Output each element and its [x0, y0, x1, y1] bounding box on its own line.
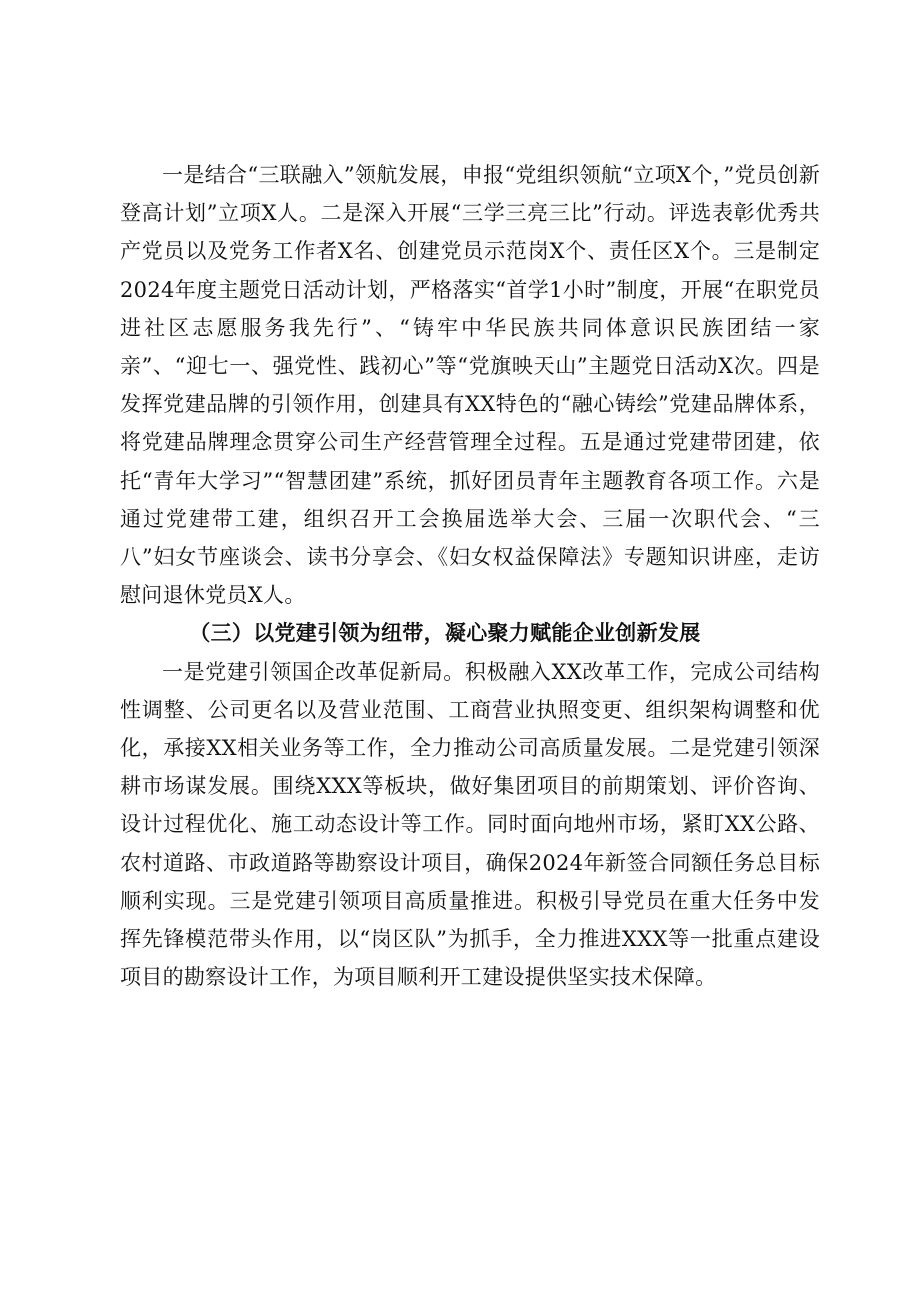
body-paragraph-2: 一是党建引领国企改革促新局。积极融入XX改革工作，完成公司结构性调整、公司更名以及营业范围、工商营业执照变更、组织架构调整和优化，承接XX相关业务等工作，全力推动公司高质量发展。二是党建引领深耕市场谋发展。围绕XXX等板块，做好集团项目的前期策划、评价咨询、设计过程优化、施工动态设计等工作。同时面向地州市场，紧盯XX公路、农村道路、市政道路等勘察设计项目，确保2024年新签合同额任务总目标顺利实现。三是党建引领项目高质量推进。积极引导党员在重大任务中发挥先锋模范带头作用，以“岗区队”为抓手，全力推进XXX等一批重点建设项目的勘察设计工作，为项目顺利开工建设提供坚实技术保障。 — [120, 659, 820, 990]
section-heading: （三）以党建引领为纽带，凝心聚力赋能企业创新发展 — [189, 620, 701, 646]
body-paragraph-1: 一是结合“三联融入”领航发展，申报“党组织领航“立项X个，”党员创新登高计划”立项X人。二是深入开展“三学三亮三比”行动。评选表彰优秀共产党员以及党务工作者X名、创建党员示范岗X个、责任区X个。三是制定2024年度主题党日活动计划，严格落实“首学1小时”制度，开展“在职党员进社区志愿服务我先行”、“铸牢中华民族共同体意识民族团结一家亲”、“迎七一、强党性、践初心”等“党旗映天山”主题党日活动X次。四是发挥党建品牌的引领作用，创建具有XX特色的“融心铸绘”党建品牌体系，将党建品牌理念贯穿公司生产经营管理全过程。五是通过党建带团建，依托“青年大学习”“智慧团建”系统，抓好团员青年主题教育各项工作。六是通过党建带工建，组织召开工会换届选举大会、三届一次职代会、“三八”妇女节座谈会、读书分享会、《妇女权益保障法》专题知识讲座，走访慰问退休党员X人。 — [120, 163, 820, 608]
document-body — [120, 156, 820, 996]
